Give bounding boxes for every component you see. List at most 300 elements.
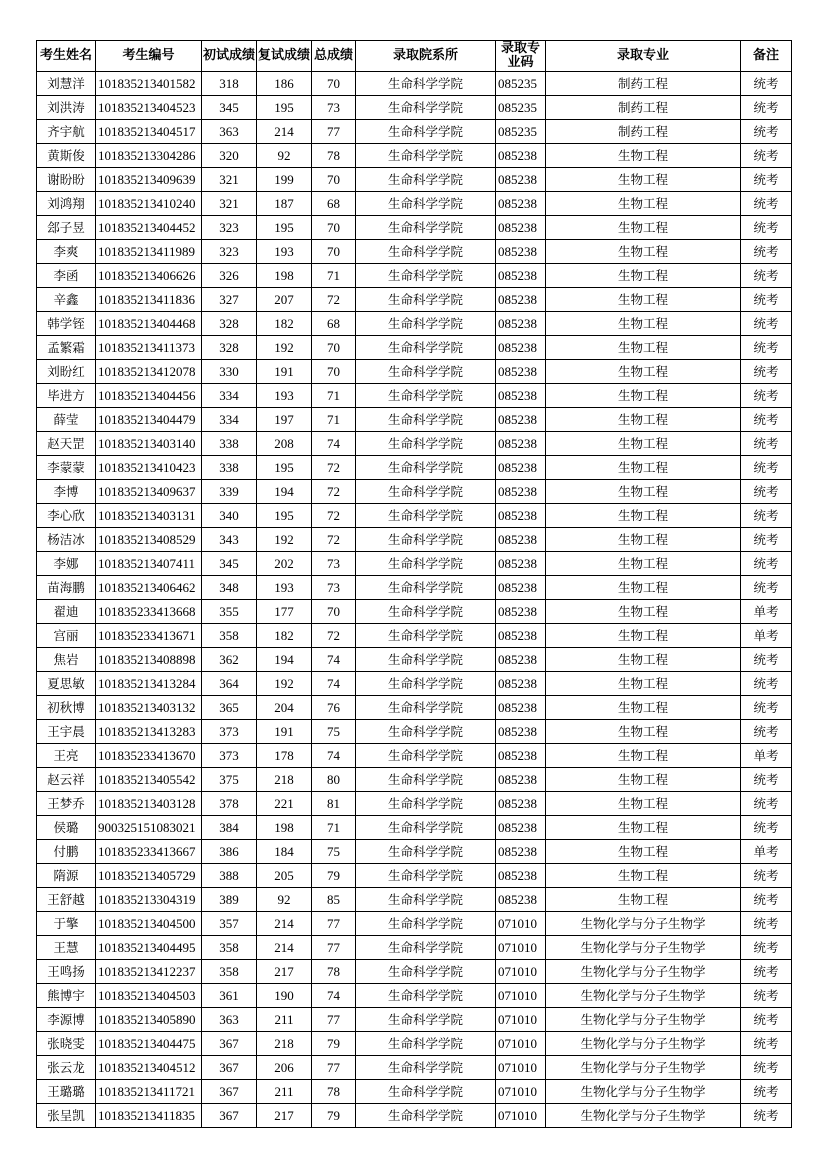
cell-name: 辛鑫: [37, 288, 96, 312]
cell-retest-score: 191: [257, 720, 312, 744]
cell-initial-score: 388: [202, 864, 257, 888]
cell-note: 统考: [741, 888, 792, 912]
cell-department: 生命科学学院: [356, 168, 496, 192]
cell-retest-score: 218: [257, 1032, 312, 1056]
cell-id: 101835213404495: [96, 936, 202, 960]
cell-total-score: 78: [312, 144, 356, 168]
cell-id: 101835213411835: [96, 1104, 202, 1128]
cell-major: 生物工程: [546, 144, 741, 168]
cell-initial-score: 389: [202, 888, 257, 912]
cell-total-score: 72: [312, 528, 356, 552]
cell-name: 王宇晨: [37, 720, 96, 744]
table-row: [37, 1080, 792, 1104]
cell-total-score: 73: [312, 96, 356, 120]
cell-id: 101835213304286: [96, 144, 202, 168]
cell-id: 101835213409639: [96, 168, 202, 192]
cell-retest-score: 192: [257, 336, 312, 360]
cell-total-score: 70: [312, 336, 356, 360]
cell-name: 苗海鹏: [37, 576, 96, 600]
cell-total-score: 70: [312, 72, 356, 96]
cell-note: 统考: [741, 504, 792, 528]
cell-major: 生物化学与分子生物学: [546, 1104, 741, 1128]
cell-id: 101835213410240: [96, 192, 202, 216]
cell-department: 生命科学学院: [356, 624, 496, 648]
cell-department: 生命科学学院: [356, 744, 496, 768]
cell-total-score: 78: [312, 1080, 356, 1104]
cell-total-score: 77: [312, 1008, 356, 1032]
cell-name: 李爽: [37, 240, 96, 264]
cell-major: 制药工程: [546, 96, 741, 120]
cell-major: 生物工程: [546, 480, 741, 504]
cell-id: 101835213404452: [96, 216, 202, 240]
cell-major: 生物化学与分子生物学: [546, 1056, 741, 1080]
cell-department: 生命科学学院: [356, 408, 496, 432]
cell-total-score: 71: [312, 816, 356, 840]
cell-total-score: 70: [312, 216, 356, 240]
cell-major-code: 085238: [496, 384, 546, 408]
cell-name: 夏思敏: [37, 672, 96, 696]
cell-id: 101835213410423: [96, 456, 202, 480]
cell-major: 生物化学与分子生物学: [546, 1080, 741, 1104]
cell-name: 于擎: [37, 912, 96, 936]
cell-id: 101835213401582: [96, 72, 202, 96]
table-row: [37, 240, 792, 264]
cell-major: 生物工程: [546, 720, 741, 744]
table-row: [37, 144, 792, 168]
cell-id: 101835213404468: [96, 312, 202, 336]
cell-id: 101835213406626: [96, 264, 202, 288]
cell-total-score: 70: [312, 360, 356, 384]
cell-major-code: 085238: [496, 696, 546, 720]
table-row: [37, 120, 792, 144]
cell-name: 刘鸿翔: [37, 192, 96, 216]
cell-id: 101835213403140: [96, 432, 202, 456]
cell-id: 101835213406462: [96, 576, 202, 600]
cell-initial-score: 362: [202, 648, 257, 672]
cell-retest-score: 177: [257, 600, 312, 624]
table-row: [37, 552, 792, 576]
cell-retest-score: 191: [257, 360, 312, 384]
cell-note: 统考: [741, 960, 792, 984]
table-row: [37, 96, 792, 120]
cell-total-score: 68: [312, 192, 356, 216]
cell-name: 薛莹: [37, 408, 96, 432]
cell-retest-score: 206: [257, 1056, 312, 1080]
cell-retest-score: 214: [257, 936, 312, 960]
cell-initial-score: 357: [202, 912, 257, 936]
cell-total-score: 72: [312, 288, 356, 312]
cell-retest-score: 195: [257, 504, 312, 528]
cell-department: 生命科学学院: [356, 72, 496, 96]
cell-note: 单考: [741, 840, 792, 864]
cell-id: 101835213304319: [96, 888, 202, 912]
cell-initial-score: 321: [202, 168, 257, 192]
cell-name: 韩学铚: [37, 312, 96, 336]
cell-name: 王梦乔: [37, 792, 96, 816]
table-row: [37, 672, 792, 696]
cell-note: 统考: [741, 336, 792, 360]
cell-id: 101835213404475: [96, 1032, 202, 1056]
cell-id: 101835213403131: [96, 504, 202, 528]
cell-major-code: 085238: [496, 624, 546, 648]
header-total-score: 总成绩: [312, 41, 356, 72]
cell-note: 统考: [741, 552, 792, 576]
cell-name: 李函: [37, 264, 96, 288]
cell-note: 统考: [741, 1080, 792, 1104]
cell-major-code: 085238: [496, 768, 546, 792]
cell-department: 生命科学学院: [356, 648, 496, 672]
cell-department: 生命科学学院: [356, 264, 496, 288]
table-row: [37, 288, 792, 312]
cell-major-code: 085238: [496, 648, 546, 672]
table-row: [37, 936, 792, 960]
cell-name: 李博: [37, 480, 96, 504]
cell-department: 生命科学学院: [356, 432, 496, 456]
cell-department: 生命科学学院: [356, 936, 496, 960]
cell-note: 统考: [741, 144, 792, 168]
cell-retest-score: 217: [257, 1104, 312, 1128]
table-row: [37, 912, 792, 936]
cell-name: 刘洪涛: [37, 96, 96, 120]
cell-major-code: 085238: [496, 504, 546, 528]
cell-note: 统考: [741, 360, 792, 384]
cell-note: 统考: [741, 216, 792, 240]
cell-initial-score: 384: [202, 816, 257, 840]
cell-major-code: 085238: [496, 528, 546, 552]
cell-department: 生命科学学院: [356, 816, 496, 840]
cell-initial-score: 386: [202, 840, 257, 864]
cell-note: 统考: [741, 240, 792, 264]
cell-major-code: 071010: [496, 1080, 546, 1104]
cell-name: 李蒙蒙: [37, 456, 96, 480]
cell-department: 生命科学学院: [356, 1056, 496, 1080]
cell-major-code: 071010: [496, 1056, 546, 1080]
cell-initial-score: 320: [202, 144, 257, 168]
cell-note: 统考: [741, 672, 792, 696]
cell-retest-score: 193: [257, 240, 312, 264]
cell-retest-score: 198: [257, 816, 312, 840]
cell-id: 101835213408529: [96, 528, 202, 552]
cell-total-score: 79: [312, 1032, 356, 1056]
cell-department: 生命科学学院: [356, 552, 496, 576]
cell-total-score: 75: [312, 840, 356, 864]
cell-note: 单考: [741, 624, 792, 648]
table-header-row: [37, 41, 792, 72]
cell-major: 生物工程: [546, 408, 741, 432]
cell-retest-score: 221: [257, 792, 312, 816]
cell-retest-score: 190: [257, 984, 312, 1008]
cell-name: 刘慧洋: [37, 72, 96, 96]
cell-note: 统考: [741, 288, 792, 312]
cell-total-score: 75: [312, 720, 356, 744]
table-row: [37, 984, 792, 1008]
cell-id: 101835213411721: [96, 1080, 202, 1104]
cell-note: 统考: [741, 384, 792, 408]
cell-name: 王鸣扬: [37, 960, 96, 984]
cell-department: 生命科学学院: [356, 888, 496, 912]
cell-department: 生命科学学院: [356, 144, 496, 168]
table-row: [37, 840, 792, 864]
cell-name: 付鹏: [37, 840, 96, 864]
cell-retest-score: 205: [257, 864, 312, 888]
table-row: [37, 864, 792, 888]
cell-major-code: 085238: [496, 864, 546, 888]
cell-initial-score: 367: [202, 1032, 257, 1056]
cell-note: 统考: [741, 1008, 792, 1032]
cell-major: 生物工程: [546, 792, 741, 816]
cell-total-score: 76: [312, 696, 356, 720]
cell-department: 生命科学学院: [356, 384, 496, 408]
cell-total-score: 73: [312, 576, 356, 600]
cell-major: 生物工程: [546, 768, 741, 792]
cell-id: 101835233413670: [96, 744, 202, 768]
cell-total-score: 68: [312, 312, 356, 336]
cell-department: 生命科学学院: [356, 840, 496, 864]
table-row: [37, 1104, 792, 1128]
cell-note: 单考: [741, 744, 792, 768]
cell-total-score: 74: [312, 984, 356, 1008]
cell-major: 生物工程: [546, 456, 741, 480]
cell-retest-score: 197: [257, 408, 312, 432]
cell-initial-score: 338: [202, 456, 257, 480]
cell-department: 生命科学学院: [356, 288, 496, 312]
cell-major-code: 085238: [496, 168, 546, 192]
table-row: [37, 744, 792, 768]
cell-retest-score: 194: [257, 648, 312, 672]
cell-initial-score: 334: [202, 408, 257, 432]
cell-initial-score: 328: [202, 312, 257, 336]
cell-name: 张呈凯: [37, 1104, 96, 1128]
cell-id: 101835213404523: [96, 96, 202, 120]
cell-retest-score: 214: [257, 120, 312, 144]
cell-id: 101835213404517: [96, 120, 202, 144]
cell-name: 侯璐: [37, 816, 96, 840]
cell-retest-score: 92: [257, 888, 312, 912]
cell-retest-score: 202: [257, 552, 312, 576]
cell-initial-score: 345: [202, 96, 257, 120]
cell-major: 生物工程: [546, 528, 741, 552]
cell-name: 宫丽: [37, 624, 96, 648]
cell-name: 熊博宇: [37, 984, 96, 1008]
cell-total-score: 77: [312, 912, 356, 936]
cell-name: 李娜: [37, 552, 96, 576]
cell-major-code: 085238: [496, 432, 546, 456]
cell-major-code: 085235: [496, 96, 546, 120]
table-row: [37, 1056, 792, 1080]
cell-major: 生物工程: [546, 744, 741, 768]
cell-initial-score: 330: [202, 360, 257, 384]
cell-retest-score: 204: [257, 696, 312, 720]
cell-major: 生物工程: [546, 168, 741, 192]
cell-name: 孟繁霜: [37, 336, 96, 360]
table-row: [37, 720, 792, 744]
cell-major: 生物工程: [546, 672, 741, 696]
cell-initial-score: 358: [202, 960, 257, 984]
cell-total-score: 70: [312, 240, 356, 264]
cell-name: 郐子昱: [37, 216, 96, 240]
cell-major-code: 071010: [496, 912, 546, 936]
cell-retest-score: 193: [257, 384, 312, 408]
cell-major-code: 071010: [496, 1008, 546, 1032]
cell-major: 生物工程: [546, 384, 741, 408]
cell-major: 生物工程: [546, 696, 741, 720]
cell-id: 101835213411373: [96, 336, 202, 360]
cell-note: 统考: [741, 1104, 792, 1128]
table-row: [37, 360, 792, 384]
cell-note: 统考: [741, 912, 792, 936]
cell-initial-score: 358: [202, 936, 257, 960]
cell-department: 生命科学学院: [356, 1080, 496, 1104]
cell-department: 生命科学学院: [356, 360, 496, 384]
cell-id: 101835213403128: [96, 792, 202, 816]
cell-department: 生命科学学院: [356, 672, 496, 696]
cell-major-code: 085235: [496, 72, 546, 96]
cell-note: 统考: [741, 312, 792, 336]
header-major: 录取专业: [546, 41, 741, 72]
cell-note: 统考: [741, 168, 792, 192]
cell-department: 生命科学学院: [356, 768, 496, 792]
table-row: [37, 336, 792, 360]
cell-initial-score: 338: [202, 432, 257, 456]
table-row: [37, 480, 792, 504]
cell-department: 生命科学学院: [356, 960, 496, 984]
table-row: [37, 408, 792, 432]
header-name: 考生姓名: [37, 41, 96, 72]
cell-initial-score: 334: [202, 384, 257, 408]
cell-major-code: 085238: [496, 600, 546, 624]
cell-initial-score: 326: [202, 264, 257, 288]
table-row: [37, 576, 792, 600]
cell-initial-score: 318: [202, 72, 257, 96]
cell-major-code: 085238: [496, 360, 546, 384]
table-row: [37, 528, 792, 552]
cell-note: 统考: [741, 864, 792, 888]
cell-initial-score: 361: [202, 984, 257, 1008]
cell-retest-score: 187: [257, 192, 312, 216]
cell-name: 张云龙: [37, 1056, 96, 1080]
cell-major: 生物工程: [546, 360, 741, 384]
table-row: [37, 1032, 792, 1056]
cell-major-code: 085238: [496, 264, 546, 288]
cell-major: 生物化学与分子生物学: [546, 936, 741, 960]
cell-note: 统考: [741, 1032, 792, 1056]
cell-note: 统考: [741, 576, 792, 600]
cell-initial-score: 327: [202, 288, 257, 312]
cell-retest-score: 182: [257, 624, 312, 648]
cell-initial-score: 375: [202, 768, 257, 792]
header-department: 录取院系所: [356, 41, 496, 72]
cell-department: 生命科学学院: [356, 216, 496, 240]
header-initial-score: 初试成绩: [202, 41, 257, 72]
cell-department: 生命科学学院: [356, 720, 496, 744]
cell-id: 101835213408898: [96, 648, 202, 672]
table-row: [37, 384, 792, 408]
cell-initial-score: 323: [202, 216, 257, 240]
cell-note: 统考: [741, 696, 792, 720]
cell-note: 统考: [741, 120, 792, 144]
cell-note: 统考: [741, 432, 792, 456]
cell-major-code: 071010: [496, 984, 546, 1008]
cell-total-score: 74: [312, 744, 356, 768]
table-row: [37, 1008, 792, 1032]
cell-total-score: 74: [312, 672, 356, 696]
cell-name: 王璐璐: [37, 1080, 96, 1104]
cell-major: 生物工程: [546, 840, 741, 864]
cell-major: 生物工程: [546, 264, 741, 288]
cell-retest-score: 218: [257, 768, 312, 792]
cell-initial-score: 365: [202, 696, 257, 720]
cell-note: 统考: [741, 192, 792, 216]
cell-department: 生命科学学院: [356, 1008, 496, 1032]
cell-major-code: 085235: [496, 120, 546, 144]
cell-department: 生命科学学院: [356, 528, 496, 552]
cell-major: 生物工程: [546, 216, 741, 240]
cell-retest-score: 178: [257, 744, 312, 768]
cell-major-code: 071010: [496, 936, 546, 960]
header-note: 备注: [741, 41, 792, 72]
cell-initial-score: 348: [202, 576, 257, 600]
cell-retest-score: 195: [257, 216, 312, 240]
cell-total-score: 72: [312, 456, 356, 480]
cell-total-score: 73: [312, 552, 356, 576]
cell-department: 生命科学学院: [356, 576, 496, 600]
cell-total-score: 77: [312, 936, 356, 960]
header-retest-score: 复试成绩: [257, 41, 312, 72]
cell-major: 生物化学与分子生物学: [546, 960, 741, 984]
cell-major: 生物化学与分子生物学: [546, 1032, 741, 1056]
cell-note: 统考: [741, 1056, 792, 1080]
cell-total-score: 77: [312, 120, 356, 144]
cell-retest-score: 195: [257, 456, 312, 480]
cell-note: 统考: [741, 408, 792, 432]
cell-major-code: 085238: [496, 480, 546, 504]
cell-id: 101835213409637: [96, 480, 202, 504]
cell-major: 生物工程: [546, 240, 741, 264]
cell-total-score: 74: [312, 648, 356, 672]
cell-major-code: 085238: [496, 552, 546, 576]
cell-total-score: 80: [312, 768, 356, 792]
cell-total-score: 72: [312, 504, 356, 528]
cell-note: 单考: [741, 600, 792, 624]
cell-id: 101835213404500: [96, 912, 202, 936]
cell-id: 101835233413667: [96, 840, 202, 864]
cell-major: 生物工程: [546, 648, 741, 672]
cell-department: 生命科学学院: [356, 456, 496, 480]
cell-note: 统考: [741, 528, 792, 552]
cell-retest-score: 195: [257, 96, 312, 120]
cell-note: 统考: [741, 648, 792, 672]
cell-major-code: 085238: [496, 888, 546, 912]
cell-retest-score: 184: [257, 840, 312, 864]
cell-name: 初秋博: [37, 696, 96, 720]
cell-name: 李心欣: [37, 504, 96, 528]
cell-total-score: 71: [312, 384, 356, 408]
cell-retest-score: 207: [257, 288, 312, 312]
cell-initial-score: 321: [202, 192, 257, 216]
cell-id: 900325151083021: [96, 816, 202, 840]
cell-major: 生物工程: [546, 624, 741, 648]
cell-major-code: 085238: [496, 288, 546, 312]
cell-major: 生物工程: [546, 288, 741, 312]
cell-major-code: 085238: [496, 720, 546, 744]
cell-department: 生命科学学院: [356, 336, 496, 360]
cell-major-code: 085238: [496, 672, 546, 696]
cell-name: 王慧: [37, 936, 96, 960]
cell-name: 隋源: [37, 864, 96, 888]
cell-initial-score: 373: [202, 720, 257, 744]
table-row: [37, 600, 792, 624]
cell-department: 生命科学学院: [356, 480, 496, 504]
